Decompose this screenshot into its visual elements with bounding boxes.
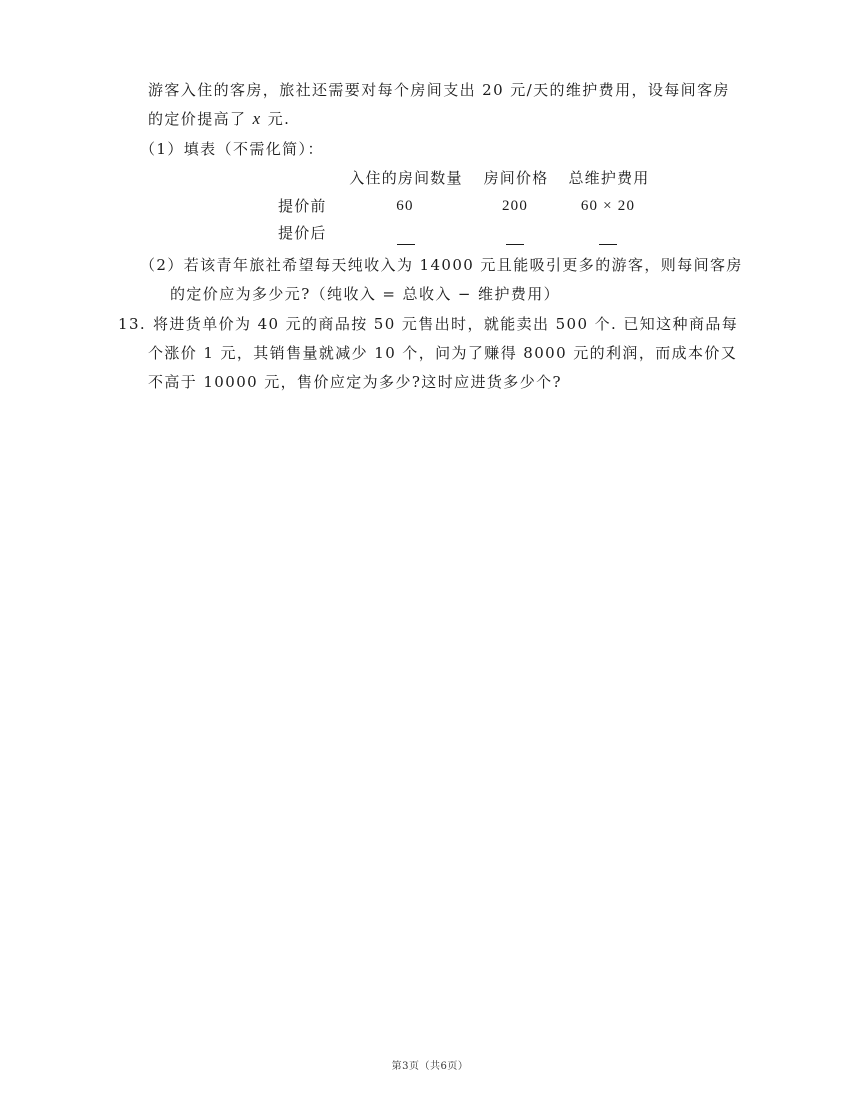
table-blank-maintenance-after	[599, 244, 617, 245]
table-cell-rooms-before: 60	[396, 198, 414, 214]
question-2-line-2: 的定价应为多少元?（纯收入 = 总收入 − 维护费用）	[170, 285, 561, 303]
table-cell-maintenance-before: 60 × 20	[580, 198, 636, 214]
question-13-line-1: 将进货单价为 40 元的商品按 50 元售出时，就能卖出 500 个. 已知这种商品每	[153, 315, 739, 333]
question-1-label: （1）填表（不需化简）：	[140, 140, 324, 158]
question-2-line-1: （2）若该青年旅社希望每天纯收入为 14000 元且能吸引更多的游客，则每间客房	[140, 256, 743, 274]
table-blank-price-after	[506, 244, 524, 245]
intro-line-1: 游客入住的客房，旅社还需要对每个房间支出 20 元/天的维护费用，设每间客房	[148, 81, 730, 99]
intro-line-2-after: 元.	[261, 110, 291, 128]
table-row-label-before: 提价前	[278, 197, 327, 215]
question-13-number: 13.	[118, 315, 147, 333]
intro-line-2-before: 的定价提高了	[148, 110, 253, 128]
table-blank-rooms-after	[397, 244, 415, 245]
page-number-footer: 第3页（共6页）	[391, 1061, 469, 1072]
table-header-maintenance: 总维护费用	[568, 169, 650, 187]
table-row-label-after: 提价后	[278, 224, 327, 242]
table-header-price: 房间价格	[483, 169, 549, 187]
intro-line-2	[148, 108, 290, 130]
question-13-line-3: 不高于 10000 元，售价应定为多少?这时应进货多少个?	[148, 373, 562, 391]
table-header-rooms: 入住的房间数量	[349, 169, 463, 187]
question-13-line-2: 个涨价 1 元，其销售量就减少 10 个，问为了赚得 8000 元的利润，而成本价又	[148, 344, 738, 362]
table-cell-price-before: 200	[501, 198, 529, 214]
variable-x: x	[252, 109, 262, 128]
